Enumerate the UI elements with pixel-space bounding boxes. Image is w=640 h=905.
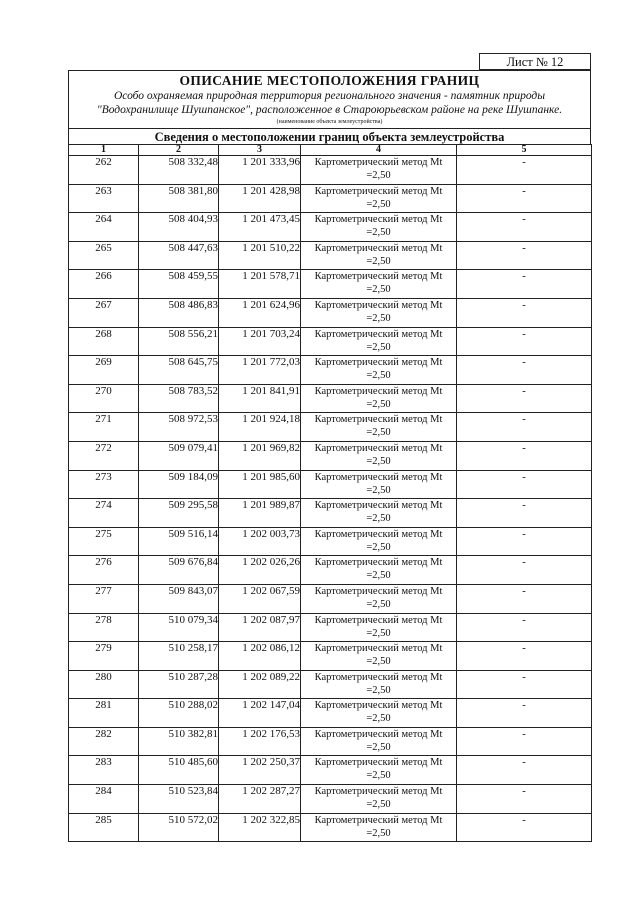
determination-method bbox=[301, 727, 457, 756]
method-text: Картометрический метод Mt bbox=[314, 299, 443, 311]
determination-method bbox=[301, 813, 457, 842]
coordinate-x: 508 332,48 bbox=[139, 156, 219, 185]
coordinate-y: 1 202 250,37 bbox=[219, 756, 301, 785]
method-text: Картометрический метод Mt bbox=[314, 357, 443, 369]
note-cell: - bbox=[457, 670, 592, 699]
coordinate-y: 1 202 067,59 bbox=[219, 584, 301, 613]
note-cell: - bbox=[457, 699, 592, 728]
coordinate-y: 1 201 473,45 bbox=[219, 213, 301, 242]
determination-method bbox=[301, 213, 457, 242]
method-accuracy: =2,50 bbox=[366, 799, 391, 811]
note-cell: - bbox=[457, 756, 592, 785]
method-text: Картометрический метод Mt bbox=[314, 185, 443, 197]
coordinate-y: 1 201 333,96 bbox=[219, 156, 301, 185]
method-accuracy: =2,50 bbox=[366, 627, 391, 639]
determination-method bbox=[301, 270, 457, 299]
note-cell: - bbox=[457, 527, 592, 556]
coordinate-x: 510 382,81 bbox=[139, 727, 219, 756]
table-row bbox=[69, 156, 592, 185]
coordinate-y: 1 201 772,03 bbox=[219, 356, 301, 385]
method-accuracy: =2,50 bbox=[366, 255, 391, 267]
column-header: 3 bbox=[219, 145, 301, 156]
note-cell: - bbox=[457, 156, 592, 185]
coordinate-y: 1 201 703,24 bbox=[219, 327, 301, 356]
coordinate-x: 508 459,55 bbox=[139, 270, 219, 299]
coordinate-x: 509 843,07 bbox=[139, 584, 219, 613]
table-row bbox=[69, 213, 592, 242]
method-text: Картометрический метод Mt bbox=[314, 700, 443, 712]
coordinate-y: 1 202 176,53 bbox=[219, 727, 301, 756]
method-text: Картометрический метод Mt bbox=[314, 528, 443, 540]
table-row bbox=[69, 642, 592, 671]
table-header-row bbox=[69, 145, 592, 156]
coordinate-y: 1 201 841,91 bbox=[219, 384, 301, 413]
table-row bbox=[69, 670, 592, 699]
note-cell: - bbox=[457, 298, 592, 327]
coordinate-x: 508 381,80 bbox=[139, 184, 219, 213]
table-row bbox=[69, 241, 592, 270]
determination-method bbox=[301, 470, 457, 499]
method-text: Картометрический метод Mt bbox=[314, 671, 443, 683]
determination-method bbox=[301, 356, 457, 385]
determination-method bbox=[301, 298, 457, 327]
point-number: 267 bbox=[69, 298, 139, 327]
method-text: Картометрический метод Mt bbox=[314, 242, 443, 254]
note-cell: - bbox=[457, 413, 592, 442]
point-number: 282 bbox=[69, 727, 139, 756]
note-cell: - bbox=[457, 470, 592, 499]
note-cell: - bbox=[457, 813, 592, 842]
coordinate-x: 508 645,75 bbox=[139, 356, 219, 385]
determination-method bbox=[301, 184, 457, 213]
coordinate-y: 1 202 026,26 bbox=[219, 556, 301, 585]
point-number: 284 bbox=[69, 785, 139, 814]
method-accuracy: =2,50 bbox=[366, 656, 391, 668]
coordinate-y: 1 202 003,73 bbox=[219, 527, 301, 556]
coordinate-x: 508 486,83 bbox=[139, 298, 219, 327]
coordinate-x: 510 288,02 bbox=[139, 699, 219, 728]
coordinate-y: 1 202 086,12 bbox=[219, 642, 301, 671]
point-number: 283 bbox=[69, 756, 139, 785]
coordinate-x: 508 783,52 bbox=[139, 384, 219, 413]
note-cell: - bbox=[457, 556, 592, 585]
point-number: 280 bbox=[69, 670, 139, 699]
determination-method bbox=[301, 584, 457, 613]
point-number: 278 bbox=[69, 613, 139, 642]
note-cell: - bbox=[457, 613, 592, 642]
coordinate-y: 1 202 089,22 bbox=[219, 670, 301, 699]
coordinate-y: 1 202 322,85 bbox=[219, 813, 301, 842]
determination-method bbox=[301, 499, 457, 528]
note-cell: - bbox=[457, 584, 592, 613]
point-number: 269 bbox=[69, 356, 139, 385]
table-row bbox=[69, 556, 592, 585]
point-number: 281 bbox=[69, 699, 139, 728]
coordinate-y: 1 201 624,96 bbox=[219, 298, 301, 327]
note-cell: - bbox=[457, 727, 592, 756]
coordinate-x: 510 287,28 bbox=[139, 670, 219, 699]
table-row bbox=[69, 613, 592, 642]
table-row bbox=[69, 413, 592, 442]
table-row bbox=[69, 813, 592, 842]
coordinate-y: 1 201 985,60 bbox=[219, 470, 301, 499]
coordinate-y: 1 202 087,97 bbox=[219, 613, 301, 642]
method-accuracy: =2,50 bbox=[366, 370, 391, 382]
coordinate-y: 1 202 147,04 bbox=[219, 699, 301, 728]
object-name-caption: (наименование объекта землеустройства) bbox=[276, 119, 383, 125]
coordinate-x: 510 523,84 bbox=[139, 785, 219, 814]
coordinate-y: 1 202 287,27 bbox=[219, 785, 301, 814]
determination-method bbox=[301, 413, 457, 442]
method-accuracy: =2,50 bbox=[366, 598, 391, 610]
document-title: ОПИСАНИЕ МЕСТОПОЛОЖЕНИЯ ГРАНИЦ bbox=[179, 73, 480, 88]
coordinate-x: 509 079,41 bbox=[139, 441, 219, 470]
determination-method bbox=[301, 384, 457, 413]
determination-method bbox=[301, 699, 457, 728]
coordinate-x: 508 447,63 bbox=[139, 241, 219, 270]
coordinate-x: 509 184,09 bbox=[139, 470, 219, 499]
note-cell: - bbox=[457, 441, 592, 470]
determination-method bbox=[301, 527, 457, 556]
method-accuracy: =2,50 bbox=[366, 513, 391, 525]
column-header: 1 bbox=[69, 145, 139, 156]
note-cell: - bbox=[457, 499, 592, 528]
section-title: Сведения о местоположении границ объекта землеустройства bbox=[68, 128, 591, 145]
method-text: Картометрический метод Mt bbox=[314, 643, 443, 655]
determination-method bbox=[301, 241, 457, 270]
point-number: 270 bbox=[69, 384, 139, 413]
table-row bbox=[69, 727, 592, 756]
method-text: Картометрический метод Mt bbox=[314, 614, 443, 626]
document-header bbox=[68, 70, 591, 129]
determination-method bbox=[301, 642, 457, 671]
method-accuracy: =2,50 bbox=[366, 713, 391, 725]
method-text: Картометрический метод Mt bbox=[314, 728, 443, 740]
point-number: 262 bbox=[69, 156, 139, 185]
method-text: Картометрический метод Mt bbox=[314, 786, 443, 798]
table-row bbox=[69, 184, 592, 213]
note-cell: - bbox=[457, 241, 592, 270]
method-accuracy: =2,50 bbox=[366, 541, 391, 553]
note-cell: - bbox=[457, 384, 592, 413]
table-row bbox=[69, 441, 592, 470]
object-name-line-1: Особо охраняемая природная территория регионального значения - памятник природы bbox=[113, 90, 546, 102]
method-accuracy: =2,50 bbox=[366, 455, 391, 467]
note-cell: - bbox=[457, 327, 592, 356]
method-text: Картометрический метод Mt bbox=[314, 500, 443, 512]
method-text: Картометрический метод Mt bbox=[314, 328, 443, 340]
coordinate-y: 1 201 969,82 bbox=[219, 441, 301, 470]
method-text: Картометрический метод Mt bbox=[314, 442, 443, 454]
sheet-number: Лист № 12 bbox=[479, 53, 591, 70]
table-row bbox=[69, 384, 592, 413]
determination-method bbox=[301, 441, 457, 470]
note-cell: - bbox=[457, 270, 592, 299]
table-row bbox=[69, 499, 592, 528]
method-accuracy: =2,50 bbox=[366, 570, 391, 582]
method-text: Картометрический метод Mt bbox=[314, 557, 443, 569]
coordinate-x: 510 485,60 bbox=[139, 756, 219, 785]
method-text: Картометрический метод Mt bbox=[314, 214, 443, 226]
point-number: 271 bbox=[69, 413, 139, 442]
note-cell: - bbox=[457, 785, 592, 814]
point-number: 272 bbox=[69, 441, 139, 470]
column-header: 2 bbox=[139, 145, 219, 156]
method-accuracy: =2,50 bbox=[366, 741, 391, 753]
coordinate-x: 509 295,58 bbox=[139, 499, 219, 528]
method-accuracy: =2,50 bbox=[366, 398, 391, 410]
coordinate-x: 510 079,34 bbox=[139, 613, 219, 642]
point-number: 277 bbox=[69, 584, 139, 613]
coordinate-x: 509 676,84 bbox=[139, 556, 219, 585]
determination-method bbox=[301, 670, 457, 699]
method-text: Картометрический метод Mt bbox=[314, 271, 443, 283]
method-accuracy: =2,50 bbox=[366, 684, 391, 696]
method-accuracy: =2,50 bbox=[366, 227, 391, 239]
note-cell: - bbox=[457, 356, 592, 385]
method-text: Картометрический метод Mt bbox=[314, 471, 443, 483]
column-header: 4 bbox=[301, 145, 457, 156]
table-body bbox=[69, 156, 592, 842]
note-cell: - bbox=[457, 184, 592, 213]
method-text: Картометрический метод Mt bbox=[314, 385, 443, 397]
determination-method bbox=[301, 556, 457, 585]
method-accuracy: =2,50 bbox=[366, 312, 391, 324]
coordinate-x: 510 572,02 bbox=[139, 813, 219, 842]
method-accuracy: =2,50 bbox=[366, 170, 391, 181]
method-accuracy: =2,50 bbox=[366, 827, 391, 839]
method-accuracy: =2,50 bbox=[366, 427, 391, 439]
point-number: 268 bbox=[69, 327, 139, 356]
coordinate-y: 1 201 578,71 bbox=[219, 270, 301, 299]
point-number: 285 bbox=[69, 813, 139, 842]
point-number: 266 bbox=[69, 270, 139, 299]
note-cell: - bbox=[457, 213, 592, 242]
point-number: 263 bbox=[69, 184, 139, 213]
object-name-line-2: "Водохранилище Шушпанское", расположенное в Староюрьевском районе на реке Шушпанке. bbox=[96, 104, 563, 116]
method-accuracy: =2,50 bbox=[366, 770, 391, 782]
point-number: 274 bbox=[69, 499, 139, 528]
table-row bbox=[69, 470, 592, 499]
table-row bbox=[69, 327, 592, 356]
coordinate-x: 510 258,17 bbox=[139, 642, 219, 671]
method-accuracy: =2,50 bbox=[366, 484, 391, 496]
method-accuracy: =2,50 bbox=[366, 198, 391, 210]
determination-method bbox=[301, 785, 457, 814]
determination-method bbox=[301, 613, 457, 642]
method-text: Картометрический метод Mt bbox=[314, 757, 443, 769]
method-accuracy: =2,50 bbox=[366, 284, 391, 296]
coordinate-x: 509 516,14 bbox=[139, 527, 219, 556]
point-number: 276 bbox=[69, 556, 139, 585]
method-text: Картометрический метод Mt bbox=[314, 414, 443, 426]
coordinate-x: 508 404,93 bbox=[139, 213, 219, 242]
method-accuracy: =2,50 bbox=[366, 341, 391, 353]
table-row bbox=[69, 785, 592, 814]
boundary-points-table bbox=[68, 144, 592, 842]
coordinate-y: 1 201 510,22 bbox=[219, 241, 301, 270]
method-text: Картометрический метод Mt bbox=[314, 157, 443, 168]
table-row bbox=[69, 270, 592, 299]
coordinate-y: 1 201 924,18 bbox=[219, 413, 301, 442]
table-row bbox=[69, 298, 592, 327]
point-number: 279 bbox=[69, 642, 139, 671]
point-number: 264 bbox=[69, 213, 139, 242]
coordinate-y: 1 201 989,87 bbox=[219, 499, 301, 528]
coordinate-x: 508 556,21 bbox=[139, 327, 219, 356]
method-text: Картометрический метод Mt bbox=[314, 585, 443, 597]
determination-method bbox=[301, 327, 457, 356]
table-row bbox=[69, 584, 592, 613]
column-header: 5 bbox=[457, 145, 592, 156]
method-text: Картометрический метод Mt bbox=[314, 814, 443, 826]
point-number: 265 bbox=[69, 241, 139, 270]
table-row bbox=[69, 527, 592, 556]
determination-method bbox=[301, 756, 457, 785]
coordinate-y: 1 201 428,98 bbox=[219, 184, 301, 213]
table-row bbox=[69, 699, 592, 728]
note-cell: - bbox=[457, 642, 592, 671]
point-number: 275 bbox=[69, 527, 139, 556]
table-row bbox=[69, 356, 592, 385]
point-number: 273 bbox=[69, 470, 139, 499]
table-row bbox=[69, 756, 592, 785]
determination-method bbox=[301, 156, 457, 185]
coordinate-x: 508 972,53 bbox=[139, 413, 219, 442]
